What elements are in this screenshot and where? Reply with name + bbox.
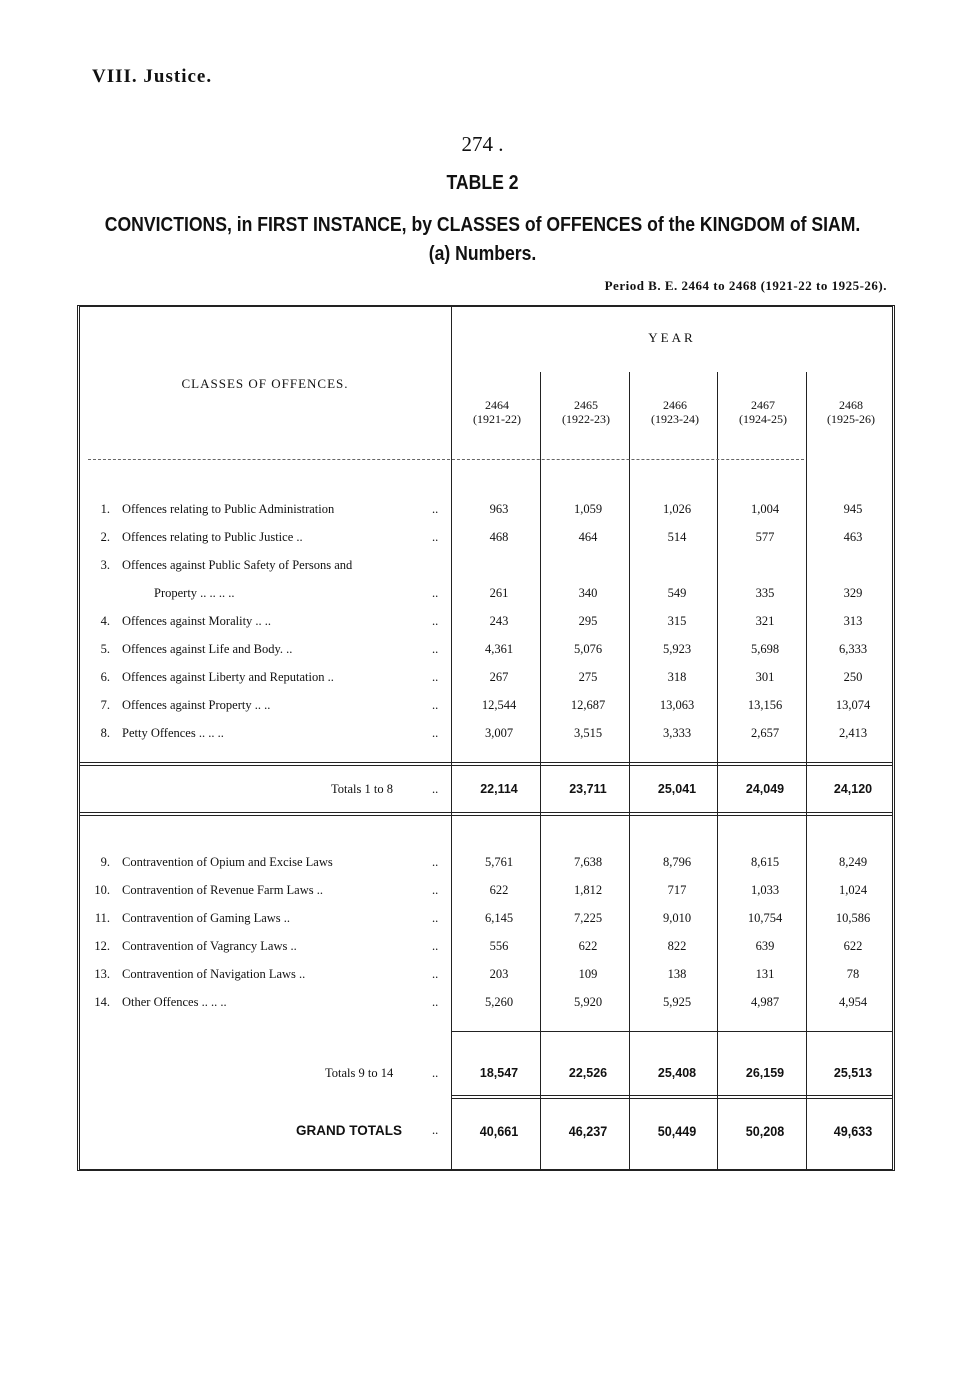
header-rule <box>88 459 804 460</box>
totals-1-8-value: 23,711 <box>569 782 607 796</box>
row-number: 11. <box>94 911 110 925</box>
row-label: Offences against Life and Body. .. <box>122 642 293 656</box>
row-value: 4,954 <box>838 995 868 1009</box>
totals-1-8-value: 25,041 <box>657 782 697 796</box>
row-label: Offences against Property .. .. <box>122 698 271 712</box>
row-number: 3. <box>100 558 110 572</box>
totals-9-14-value: 25,513 <box>833 1066 873 1080</box>
totals-9-14-row <box>80 1066 895 1086</box>
totals-9-14-label: Totals 9 to 14 <box>325 1066 394 1080</box>
column-rule-3 <box>717 372 718 1171</box>
row-value: 717 <box>667 883 687 897</box>
table-row <box>80 502 895 522</box>
year-group-header: YEAR <box>648 330 696 345</box>
row-number: 13. <box>94 967 110 981</box>
year-ad: (1921-22) <box>473 412 521 426</box>
year-column-header <box>455 398 539 426</box>
row-value: 5,920 <box>573 995 603 1009</box>
row-label: Offences against Liberty and Reputation .. <box>122 670 334 684</box>
year-be: 2468 <box>839 398 863 412</box>
row-value: 4,987 <box>750 995 780 1009</box>
year-ad: (1924-25) <box>739 412 787 426</box>
column-rule-2 <box>629 372 630 1171</box>
table-row <box>80 642 895 662</box>
row-value: 5,925 <box>662 995 692 1009</box>
grand-totals-value: 46,237 <box>568 1123 608 1139</box>
leader-dots: .. <box>432 911 439 925</box>
leader-dots: .. <box>432 614 439 628</box>
year-be: 2464 <box>485 398 509 412</box>
year-be: 2466 <box>663 398 687 412</box>
row-label: Petty Offences .. .. .. <box>122 726 224 740</box>
row-value: 5,761 <box>484 855 514 869</box>
row-value: 335 <box>755 586 775 600</box>
grand-totals-row <box>80 1123 895 1147</box>
row-value: 4,361 <box>484 642 514 656</box>
row-label: Offences relating to Public Administration <box>122 502 335 516</box>
row-value: 329 <box>843 586 863 600</box>
leader-dots: .. <box>432 939 439 953</box>
table-row <box>80 911 895 931</box>
leader-dots: .. <box>432 642 439 656</box>
row-value: 3,333 <box>662 726 692 740</box>
row-number: 4. <box>100 614 110 628</box>
totals-1-8-rule-top <box>80 762 892 766</box>
row-number: 8. <box>100 726 110 740</box>
row-value: 12,687 <box>570 698 606 712</box>
year-ad: (1922-23) <box>562 412 610 426</box>
totals-1-8-value: 24,049 <box>745 782 785 796</box>
totals-1-8-label: Totals 1 to 8 <box>331 782 393 796</box>
row-label: Offences against Morality .. .. <box>122 614 272 628</box>
totals-1-8-value: 24,120 <box>833 782 873 796</box>
row-value: 10,586 <box>835 911 871 925</box>
row-value: 7,638 <box>573 855 603 869</box>
row-value: 1,024 <box>838 883 868 897</box>
leader-dots: .. <box>432 586 439 600</box>
row-value: 5,698 <box>750 642 780 656</box>
row-value: 3,007 <box>484 726 514 740</box>
leader-dots: .. <box>432 502 439 516</box>
leader-dots: .. <box>432 995 439 1009</box>
row-value: 6,333 <box>838 642 868 656</box>
row-value: 514 <box>667 530 687 544</box>
row-value: 5,076 <box>573 642 603 656</box>
row-label: Contravention of Revenue Farm Laws .. <box>122 883 323 897</box>
row-value: 463 <box>843 530 863 544</box>
row-value: 203 <box>489 967 509 981</box>
year-column-header <box>544 398 628 426</box>
grand-totals-value: 50,449 <box>657 1123 697 1139</box>
row-value: 267 <box>489 670 509 684</box>
row-value: 340 <box>578 586 598 600</box>
leader-dots: .. <box>432 967 439 981</box>
row-value: 12,544 <box>481 698 517 712</box>
row-value: 13,074 <box>835 698 871 712</box>
row-value: 5,260 <box>484 995 514 1009</box>
grand-totals-label: GRAND TOTALS <box>296 1123 402 1138</box>
totals-9-14-rule-bottom <box>452 1095 892 1099</box>
row-label: Contravention of Opium and Excise Laws <box>122 855 333 869</box>
row-value: 315 <box>667 614 687 628</box>
row-label: Offences against Public Safety of Persons and <box>122 558 353 572</box>
leader-dots: .. <box>432 855 439 869</box>
row-value: 945 <box>843 502 863 516</box>
row-number: 1. <box>100 502 110 516</box>
page-number: 274 . <box>461 132 504 156</box>
table-row <box>80 855 895 875</box>
table-row <box>80 586 895 606</box>
table-row <box>80 558 895 578</box>
row-value: 9,010 <box>662 911 692 925</box>
totals-9-14-value: 18,547 <box>479 1066 519 1080</box>
row-value: 464 <box>578 530 598 544</box>
row-value: 549 <box>667 586 687 600</box>
row-number: 2. <box>100 530 110 544</box>
row-value: 318 <box>667 670 687 684</box>
row-number: 14. <box>94 995 110 1009</box>
leader-dots: .. <box>432 530 439 544</box>
grand-totals-value: 50,208 <box>745 1123 785 1139</box>
row-value: 963 <box>489 502 509 516</box>
year-ad: (1925-26) <box>827 412 875 426</box>
row-value: 2,657 <box>750 726 780 740</box>
totals-9-14-value: 25,408 <box>657 1066 697 1080</box>
year-be: 2465 <box>574 398 598 412</box>
period-label: Period B. E. 2464 to 2468 (1921-22 to 1925-26). <box>604 278 887 293</box>
row-value: 1,033 <box>750 883 780 897</box>
table-subtitle: (a) Numbers. <box>428 243 537 265</box>
totals-9-14-value: 26,159 <box>745 1066 785 1080</box>
table-title: CONVICTIONS, in FIRST INSTANCE, by CLASSES of OFFENCES of the KINGDOM of SIAM. <box>104 214 861 236</box>
row-label: Contravention of Navigation Laws .. <box>122 967 306 981</box>
totals-9-14-value: 22,526 <box>568 1066 608 1080</box>
row-value: 622 <box>843 939 863 953</box>
row-value: 13,156 <box>747 698 783 712</box>
row-value: 622 <box>489 883 509 897</box>
row-value: 6,145 <box>484 911 514 925</box>
leader-dots: .. <box>432 1123 439 1137</box>
row-value: 5,923 <box>662 642 692 656</box>
totals-1-8-row <box>80 782 895 802</box>
row-label: Other Offences .. .. .. <box>122 995 227 1009</box>
section-header: VIII. Justice. <box>92 66 213 87</box>
row-number: 6. <box>100 670 110 684</box>
row-value: 250 <box>843 670 863 684</box>
row-value: 556 <box>489 939 509 953</box>
row-value: 131 <box>755 967 775 981</box>
row-value: 301 <box>755 670 775 684</box>
leader-dots: .. <box>432 698 439 712</box>
row-number: 7. <box>100 698 110 712</box>
row-value: 822 <box>667 939 687 953</box>
row-label: Contravention of Gaming Laws .. <box>122 911 291 925</box>
row-number: 12. <box>94 939 110 953</box>
row-value: 295 <box>578 614 598 628</box>
row-value: 7,225 <box>573 911 603 925</box>
row-value: 109 <box>578 967 598 981</box>
table-row <box>80 726 895 746</box>
row-value: 313 <box>843 614 863 628</box>
row-value: 577 <box>755 530 775 544</box>
row-value: 1,812 <box>573 883 603 897</box>
row-value: 468 <box>489 530 509 544</box>
row-value: 261 <box>489 586 509 600</box>
table-row <box>80 698 895 718</box>
year-ad: (1923-24) <box>651 412 699 426</box>
leader-dots: .. <box>432 670 439 684</box>
row-value: 275 <box>578 670 598 684</box>
column-rule-4 <box>806 372 807 1171</box>
row-value: 138 <box>667 967 687 981</box>
row-value: 1,004 <box>750 502 780 516</box>
row-number: 10. <box>94 883 110 897</box>
row-value: 2,413 <box>838 726 868 740</box>
classes-header: CLASSES OF OFFENCES. <box>181 376 349 391</box>
row-number: 9. <box>100 855 110 869</box>
row-value: 1,059 <box>573 502 603 516</box>
totals-1-8-rule-bottom <box>80 812 892 816</box>
table-row <box>80 967 895 987</box>
row-value: 8,615 <box>750 855 780 869</box>
row-value: 78 <box>846 967 860 981</box>
row-value: 622 <box>578 939 598 953</box>
row-number: 5. <box>100 642 110 656</box>
table-row <box>80 670 895 690</box>
table-row <box>80 614 895 634</box>
totals-1-8-value: 22,114 <box>480 782 518 796</box>
row-value: 10,754 <box>747 911 783 925</box>
year-column-header <box>809 398 893 426</box>
row-label: Property .. .. .. .. <box>154 586 235 600</box>
year-column-header <box>721 398 805 426</box>
row-value: 8,796 <box>662 855 692 869</box>
leader-dots: .. <box>432 782 439 796</box>
table-row <box>80 530 895 550</box>
table-row <box>80 995 895 1015</box>
row-label: Offences relating to Public Justice .. <box>122 530 303 544</box>
row-value: 321 <box>755 614 775 628</box>
row-value: 639 <box>755 939 775 953</box>
row-value: 3,515 <box>573 726 603 740</box>
row-label: Contravention of Vagrancy Laws .. <box>122 939 297 953</box>
column-rule-1 <box>540 372 541 1171</box>
leader-dots: .. <box>432 883 439 897</box>
leader-dots: .. <box>432 1066 439 1080</box>
table-row <box>80 939 895 959</box>
row-value: 13,063 <box>659 698 695 712</box>
table-row <box>80 883 895 903</box>
year-column-header <box>633 398 717 426</box>
grand-totals-value: 40,661 <box>479 1123 519 1139</box>
row-value: 243 <box>489 614 509 628</box>
row-value: 1,026 <box>662 502 692 516</box>
year-be: 2467 <box>751 398 775 412</box>
leader-dots: .. <box>432 726 439 740</box>
grand-totals-value: 49,633 <box>833 1123 873 1139</box>
row-value: 8,249 <box>838 855 868 869</box>
totals-9-14-rule-top <box>452 1031 892 1032</box>
table-name: TABLE 2 <box>446 172 519 194</box>
